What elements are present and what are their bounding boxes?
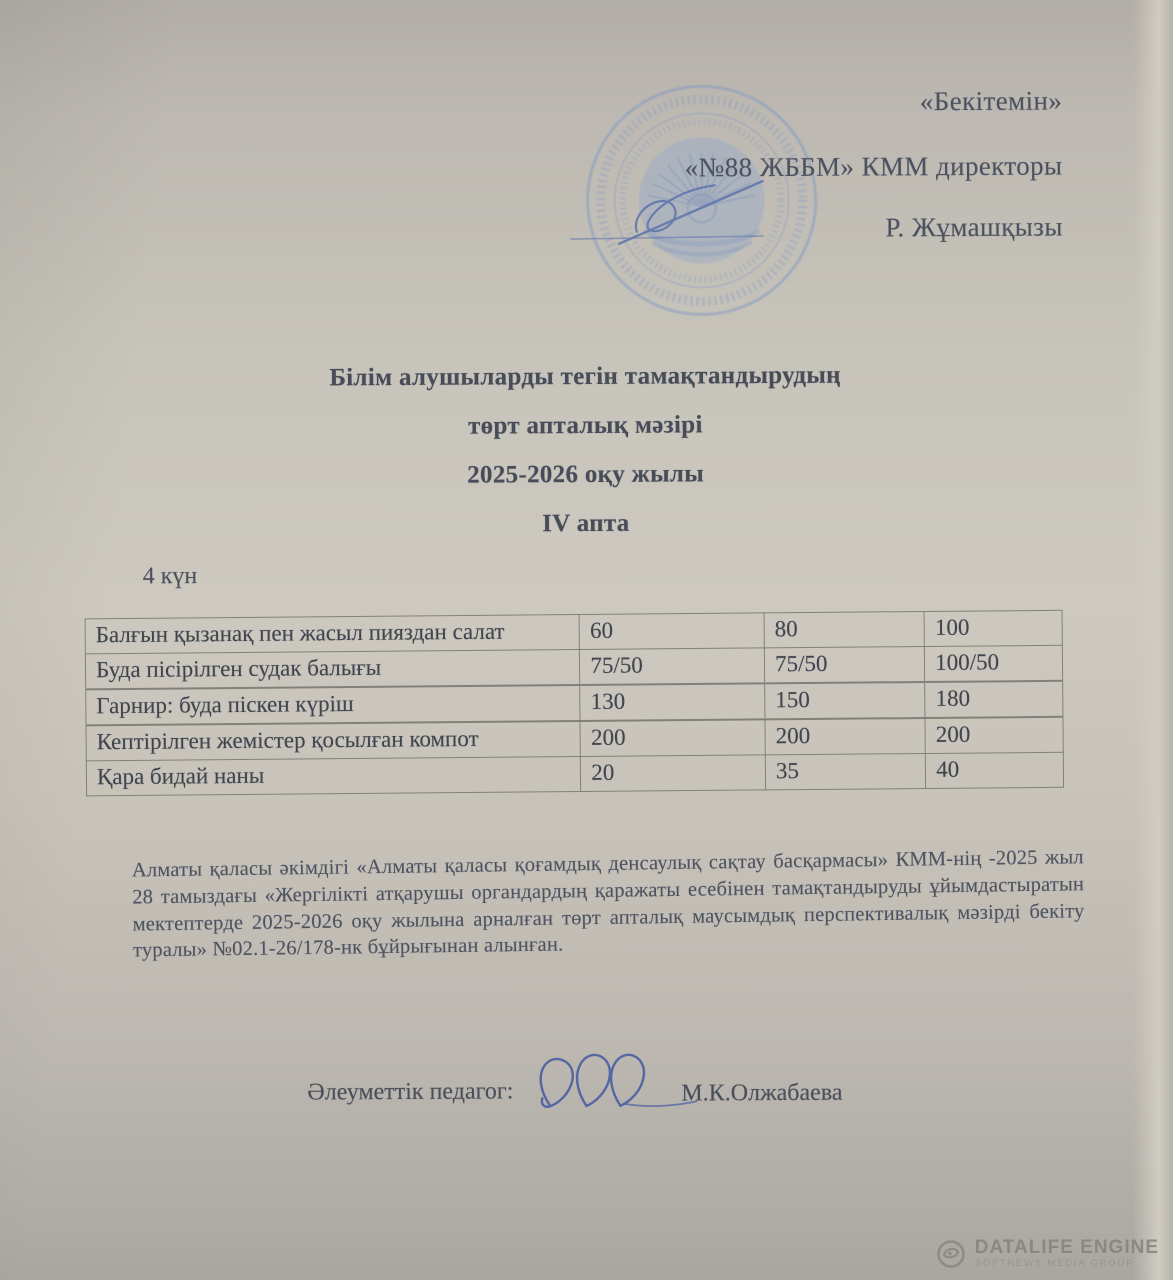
document-title-block — [0, 361, 1173, 563]
portion-cell: 80 — [764, 612, 925, 648]
portion-cell: 200 — [580, 719, 765, 756]
pedagog-name: М.К.Олжабаева — [681, 1079, 843, 1107]
portion-cell: 200 — [925, 717, 1063, 754]
title-line-1: Білім алушыларды тегін тамақтандырудың — [329, 361, 841, 392]
day-label: 4 күн — [142, 563, 198, 590]
order-source-note: Алматы қаласы әкімдігі «Алматы қаласы қоғамдық денсаулық сақтау басқармасы» КММ-нің -2025 жыл 28 тамыздағы «Жергілікті атқарушы органдардың қаражаты есебінен тамақтандыруды ұйымдастыратын мектептерде 2025-2026 оқу жылына арналған төрт апталық маусымдық перспективалық мәзірді бекіту туралы» №02.1-26/178-нк бұйрығынан алынған. — [131, 846, 1085, 962]
dish-cell: Балғын қызанақ пен жасыл пияздан салат — [85, 615, 580, 654]
portion-cell: 40 — [926, 752, 1064, 788]
portion-cell: 100/50 — [925, 645, 1063, 682]
dish-cell: Буда пісірілген судак балығы — [85, 650, 580, 690]
director-title-line: «№88 ЖББМ» КММ директоры — [684, 150, 1063, 183]
menu-table — [85, 610, 1065, 797]
dish-cell: Кептірілген жемістер қосылған компот — [86, 721, 581, 761]
datalife-logo-icon — [936, 1239, 966, 1269]
pedagog-role-label: Әлеуметтік педагог: — [307, 1078, 514, 1106]
title-line-2: төрт апталық мәзірі — [467, 411, 703, 440]
title-line-3: 2025-2026 оқу жылы — [467, 460, 705, 489]
table-row — [86, 752, 1063, 796]
watermark-text — [975, 1238, 1159, 1270]
title-line-4: IV апта — [542, 509, 630, 538]
portion-cell: 20 — [581, 755, 766, 792]
portion-cell: 200 — [765, 718, 926, 755]
portion-cell: 75/50 — [580, 648, 765, 685]
portion-cell: 75/50 — [764, 647, 925, 684]
portion-cell: 130 — [580, 683, 765, 721]
dish-cell: Гарнир: буда піскен күріш — [86, 685, 581, 725]
approve-label: «Бекітемін» — [919, 85, 1063, 117]
portion-cell: 60 — [579, 613, 764, 650]
watermark-brand: DATALIFE ENGINE — [974, 1237, 1159, 1258]
director-name: Р. Жұмашқызы — [885, 211, 1063, 243]
portion-cell: 100 — [924, 610, 1062, 646]
portion-cell: 180 — [925, 681, 1063, 718]
watermark-subtitle: SOFTNEWS MEDIA GROUP — [974, 1258, 1135, 1269]
dish-cell: Қара бидай наны — [86, 757, 581, 796]
datalife-watermark — [936, 1238, 1159, 1270]
portion-cell: 35 — [765, 754, 926, 790]
director-signature — [563, 175, 778, 258]
portion-cell: 150 — [765, 682, 926, 719]
